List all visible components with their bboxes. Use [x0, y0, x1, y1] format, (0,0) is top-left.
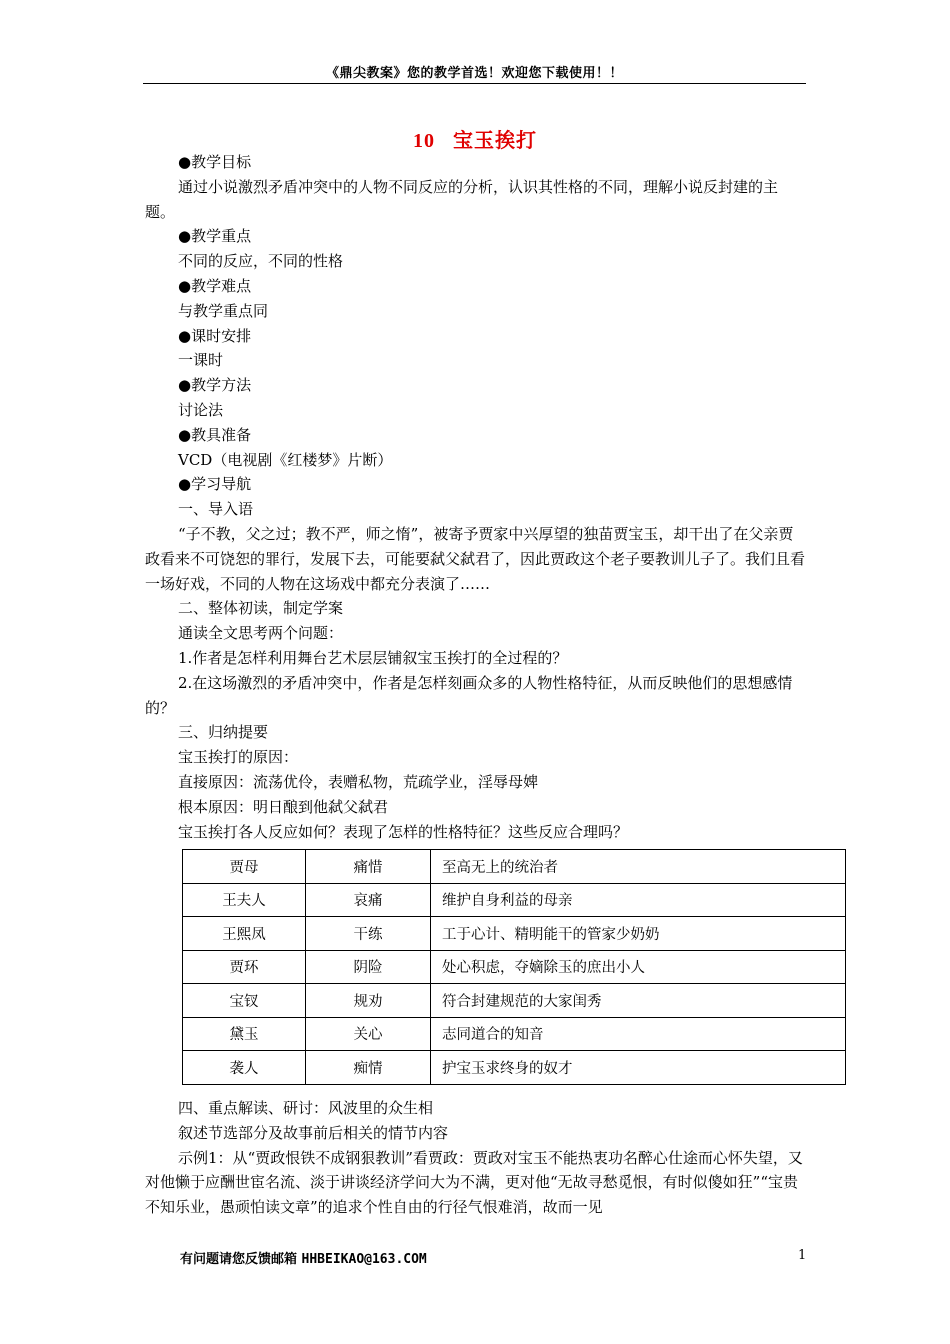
table-row	[183, 950, 846, 984]
paragraph: 叙述节选部分及故事前后相关的情节内容	[178, 1123, 449, 1142]
reaction-cell: 痴情	[306, 1051, 431, 1085]
character-cell: 宝钗	[183, 984, 306, 1018]
trait-cell: 处心积虑，夺嫡除玉的庶出小人	[431, 950, 846, 984]
paragraph: 不同的反应，不同的性格	[178, 252, 344, 271]
subsection-heading: 一、导入语	[178, 500, 254, 519]
lesson-number: 10	[413, 130, 435, 152]
lesson-body-continued	[145, 1096, 807, 1220]
question-item: 1.作者是怎样利用舞台艺术层层铺叙宝玉挨打的全过程的？	[178, 648, 568, 667]
trait-cell: 护宝玉求终身的奴才	[431, 1051, 846, 1085]
lesson-title-text: 宝玉挨打	[453, 128, 537, 152]
reaction-cell: 阴险	[306, 950, 431, 984]
paragraph: 根本原因：明日酿到他弑父弑君	[178, 797, 389, 816]
trait-cell: 至高无上的统治者	[431, 850, 846, 884]
paragraph: 通读全文思考两个问题：	[178, 624, 344, 643]
trait-cell: 维护自身利益的母亲	[431, 883, 846, 917]
lesson-title	[0, 124, 950, 153]
table-row	[183, 917, 846, 951]
table-row	[183, 1017, 846, 1051]
reaction-cell: 规劝	[306, 984, 431, 1018]
reaction-table	[182, 849, 846, 1085]
paragraph: 宝玉挨打的原因：	[178, 748, 299, 767]
paragraph: 宝玉挨打各人反应如何？表现了怎样的性格特征？这些反应合理吗？	[178, 822, 629, 841]
paragraph: 直接原因：流荡优伶，表赠私物，荒疏学业，淫辱母婢	[178, 772, 539, 791]
paragraph: 示例1：从“贾政恨铁不成钢狠教训”看贾政：贾政对宝玉不能热衷功名醉心仕途而心怀失望，又对他懒于应酬世宦名流、淡于讲谈经济学问大为不满，更对他“无故寻愁觅恨，有时似傻如狂”“宝贵不知乐业，愚顽怕读文章”的追求个性自由的行径气恨难消，故而一见	[145, 1148, 803, 1217]
section-heading: ●学习导航	[178, 475, 252, 494]
section-heading: ●教学难点	[178, 276, 252, 295]
trait-cell: 工于心计、精明能干的管家少奶奶	[431, 917, 846, 951]
character-cell: 贾母	[183, 850, 306, 884]
character-cell: 袭人	[183, 1051, 306, 1085]
lesson-body	[145, 150, 807, 844]
paragraph: 与教学重点同	[178, 301, 269, 320]
character-cell: 王夫人	[183, 883, 306, 917]
paragraph: 通过小说激烈矛盾冲突中的人物不同反应的分析，认识其性格的不同，理解小说反封建的主题。	[145, 177, 779, 221]
reaction-cell: 痛惜	[306, 850, 431, 884]
section-heading: ●教学方法	[178, 376, 252, 395]
header-rule	[143, 83, 806, 84]
section-heading: ●课时安排	[178, 326, 252, 345]
character-cell: 贾环	[183, 950, 306, 984]
paragraph: 一课时	[178, 351, 224, 370]
table-row	[183, 984, 846, 1018]
section-heading: ●教学重点	[178, 227, 252, 246]
table-row	[183, 850, 846, 884]
feedback-email-link[interactable]: HHBEIKAO@163.COM	[301, 1252, 427, 1267]
subsection-heading: 二、整体初读，制定学案	[178, 599, 344, 618]
trait-cell: 志同道合的知音	[431, 1017, 846, 1051]
paragraph: VCD（电视剧《红楼梦》片断）	[178, 450, 393, 469]
reaction-cell: 干练	[306, 917, 431, 951]
footer-text: 有问题请您反馈邮箱	[180, 1252, 302, 1267]
page-number: 1	[798, 1248, 807, 1263]
character-cell: 黛玉	[183, 1017, 306, 1051]
paragraph: “子不教，父之过；教不严，师之惰”，被寄予贾家中兴厚望的独苗贾宝玉，却干出了在父亲贾政看来不可饶恕的罪行，发展下去，可能要弑父弑君了，因此贾政这个老子要教训儿子了。我们且看一场好戏，不同的人物在这场戏中都充分表演了……	[145, 524, 806, 593]
page-footer	[180, 1248, 427, 1267]
table-row	[183, 1051, 846, 1085]
reaction-cell: 哀痛	[306, 883, 431, 917]
section-heading: ●教学目标	[178, 153, 252, 171]
trait-cell: 符合封建规范的大家闺秀	[431, 984, 846, 1018]
reaction-cell: 关心	[306, 1017, 431, 1051]
subsection-heading: 三、归纳提要	[178, 723, 269, 742]
subsection-heading: 四、重点解读、研讨：风波里的众生相	[178, 1099, 434, 1117]
page-header: 《鼎尖教案》您的教学首选！欢迎您下载使用！！	[325, 66, 623, 81]
character-cell: 王熙凤	[183, 917, 306, 951]
question-item: 2.在这场激烈的矛盾冲突中，作者是怎样刻画众多的人物性格特征，从而反映他们的思想感情的？	[145, 673, 793, 717]
paragraph: 讨论法	[178, 400, 224, 419]
section-heading: ●教具准备	[178, 425, 252, 444]
table-row	[183, 883, 846, 917]
